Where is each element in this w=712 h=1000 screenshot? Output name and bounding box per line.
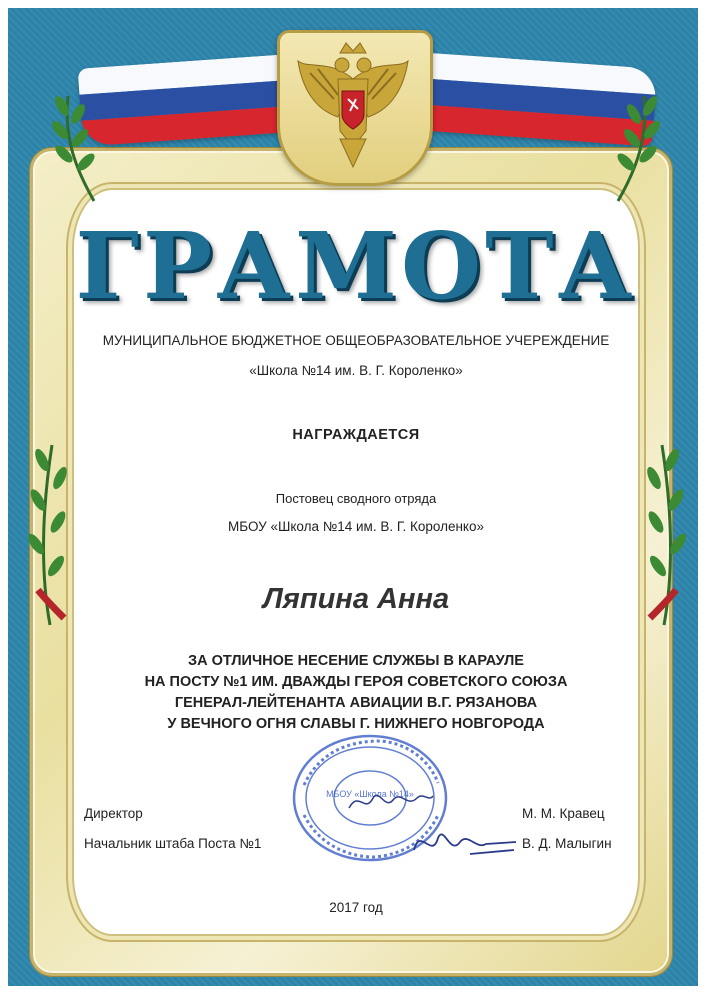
reason-line: ГЕНЕРАЛ-ЛЕЙТЕНАНТА АВИАЦИИ В.Г. РЯЗАНОВА	[174, 695, 538, 711]
recipient-unit: МБОУ «Школа №14 им. В. Г. Короленко»	[227, 519, 485, 534]
director-signature	[345, 780, 435, 820]
signatory-title: Начальник штаба Поста №1	[84, 836, 262, 851]
certificate-year: 2017 год	[329, 900, 383, 915]
organization-name: МУНИЦИПАЛЬНОЕ БЮДЖЕТНОЕ ОБЩЕОБРАЗОВАТЕЛЬНОЕ УЧЕРЕЖДЕНИЕ	[102, 333, 610, 348]
chief-signature	[410, 820, 520, 864]
laurel-branch-icon	[34, 86, 104, 206]
signatory-title: Директор	[84, 806, 143, 821]
signatory-name: В. Д. Малыгин	[522, 836, 612, 851]
laurel-branch-icon	[608, 86, 678, 206]
reason-line: У ВЕЧНОГО ОГНЯ СЛАВЫ Г. НИЖНЕГО НОВГОРОДА	[167, 716, 545, 732]
award-reason	[0, 651, 712, 735]
signatory-name: М. М. Кравец	[522, 806, 605, 821]
stamp-center-text: МБОУ «Школа №14»	[326, 789, 414, 799]
school-name: «Школа №14 им. В. Г. Короленко»	[249, 363, 463, 378]
reason-line: НА ПОСТУ №1 ИМ. ДВАЖДЫ ГЕРОЯ СОВЕТСКОГО СОЮЗА	[144, 674, 568, 690]
reason-line: ЗА ОТЛИЧНОЕ НЕСЕНИЕ СЛУЖБЫ В КАРАУЛЕ	[188, 653, 524, 669]
recipient-role: Постовец сводного отряда	[275, 491, 437, 506]
recipient-name: Ляпина Анна	[262, 583, 450, 615]
coat-of-arms-icon	[277, 30, 433, 186]
certificate-title: ГРАМОТА	[75, 212, 637, 320]
award-label: НАГРАЖДАЕТСЯ	[292, 427, 420, 443]
